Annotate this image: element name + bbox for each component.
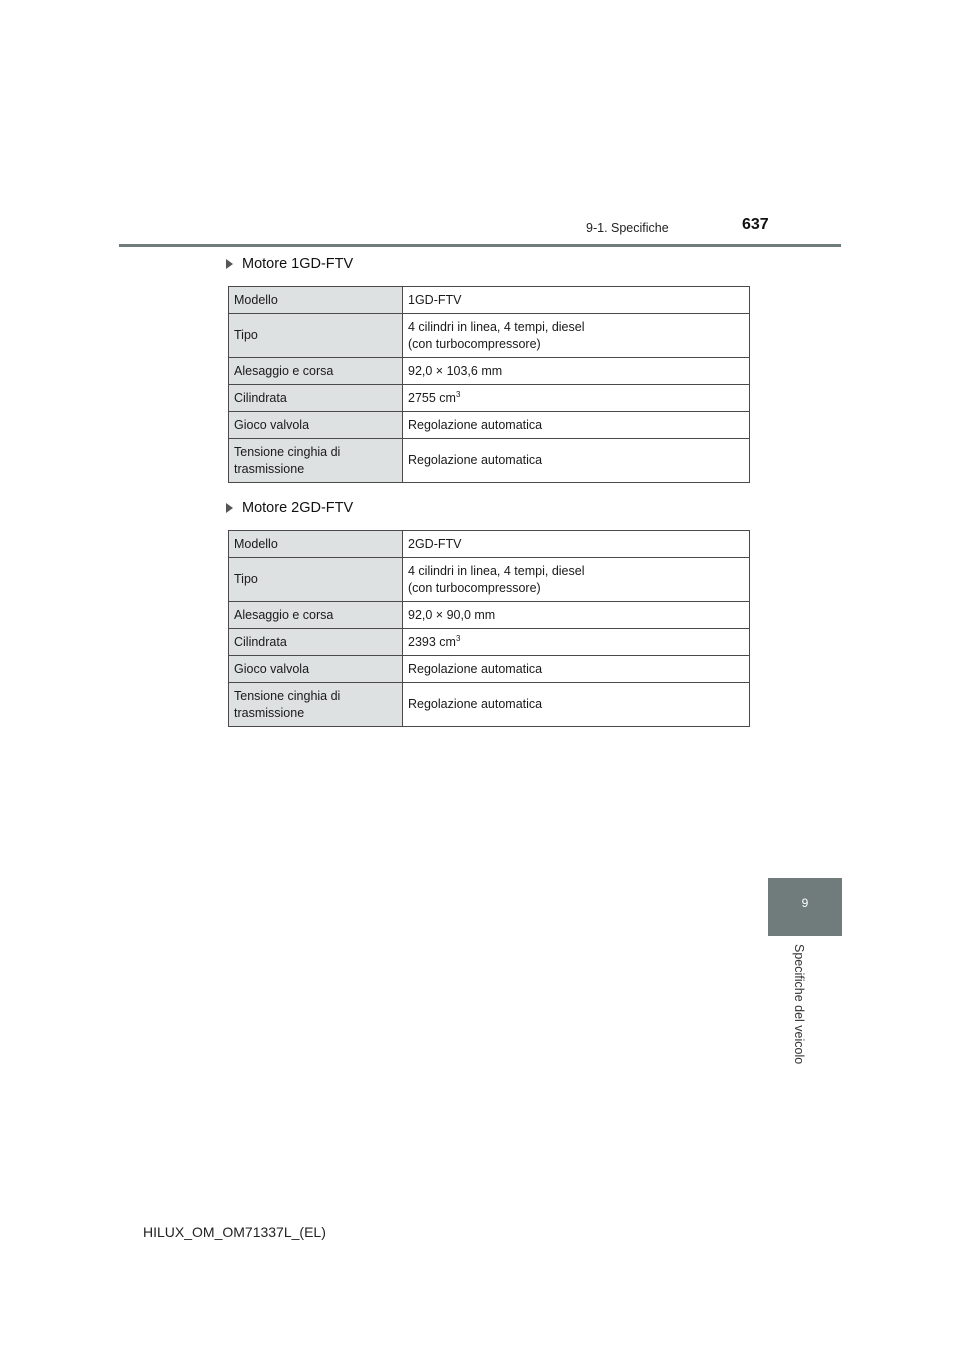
table-row bbox=[229, 385, 750, 412]
row-label: Tensione cinghia di trasmissione bbox=[229, 439, 403, 483]
document-code: HILUX_OM_OM71337L_(EL) bbox=[143, 1224, 326, 1240]
table-row bbox=[229, 683, 750, 727]
table-row bbox=[229, 412, 750, 439]
row-value: Regolazione automatica bbox=[403, 656, 750, 683]
section-heading-1gd bbox=[226, 256, 353, 272]
row-value: 92,0 × 90,0 mm bbox=[403, 602, 750, 629]
row-value bbox=[403, 629, 750, 656]
row-value: 4 cilindri in linea, 4 tempi, diesel (con turbocompressore) bbox=[403, 314, 750, 358]
row-label: Alesaggio e corsa bbox=[229, 358, 403, 385]
displacement-value: 2755 cm bbox=[408, 390, 456, 405]
row-label: Alesaggio e corsa bbox=[229, 602, 403, 629]
row-value: Regolazione automatica bbox=[403, 412, 750, 439]
row-value: Regolazione automatica bbox=[403, 439, 750, 483]
table-row bbox=[229, 314, 750, 358]
row-value: Regolazione automatica bbox=[403, 683, 750, 727]
row-label: Gioco valvola bbox=[229, 412, 403, 439]
row-value: 92,0 × 103,6 mm bbox=[403, 358, 750, 385]
header-rule bbox=[119, 244, 841, 247]
row-value: 2GD-FTV bbox=[403, 531, 750, 558]
table-row bbox=[229, 287, 750, 314]
table-row bbox=[229, 629, 750, 656]
row-label: Tensione cinghia di trasmissione bbox=[229, 683, 403, 727]
row-label: Modello bbox=[229, 287, 403, 314]
row-label: Tipo bbox=[229, 558, 403, 602]
displacement-value: 2393 cm bbox=[408, 634, 456, 649]
row-value: 1GD-FTV bbox=[403, 287, 750, 314]
section-heading-text: Motore 2GD-FTV bbox=[242, 500, 354, 516]
table-row bbox=[229, 602, 750, 629]
table-row bbox=[229, 656, 750, 683]
row-value: 4 cilindri in linea, 4 tempi, diesel (con turbocompressore) bbox=[403, 558, 750, 602]
chapter-label: Specifiche del veicolo bbox=[792, 944, 806, 1065]
row-value bbox=[403, 385, 750, 412]
table-row bbox=[229, 558, 750, 602]
row-label: Cilindrata bbox=[229, 385, 403, 412]
row-label: Modello bbox=[229, 531, 403, 558]
row-label: Cilindrata bbox=[229, 629, 403, 656]
triangle-bullet-icon bbox=[226, 259, 233, 269]
chapter-number: 9 bbox=[801, 896, 809, 910]
unit-superscript: 3 bbox=[455, 633, 461, 643]
spec-table-1gd bbox=[228, 286, 750, 483]
table-row bbox=[229, 358, 750, 385]
header-section-title: 9-1. Specifiche bbox=[586, 221, 669, 235]
unit-superscript: 3 bbox=[455, 389, 461, 399]
row-label: Tipo bbox=[229, 314, 403, 358]
table-row bbox=[229, 439, 750, 483]
spec-table-2gd bbox=[228, 530, 750, 727]
row-label: Gioco valvola bbox=[229, 656, 403, 683]
triangle-bullet-icon bbox=[226, 503, 233, 513]
chapter-tab bbox=[768, 878, 842, 936]
section-heading-2gd bbox=[226, 500, 353, 516]
section-heading-text: Motore 1GD-FTV bbox=[242, 256, 354, 272]
page-number: 637 bbox=[742, 216, 769, 233]
table-row bbox=[229, 531, 750, 558]
